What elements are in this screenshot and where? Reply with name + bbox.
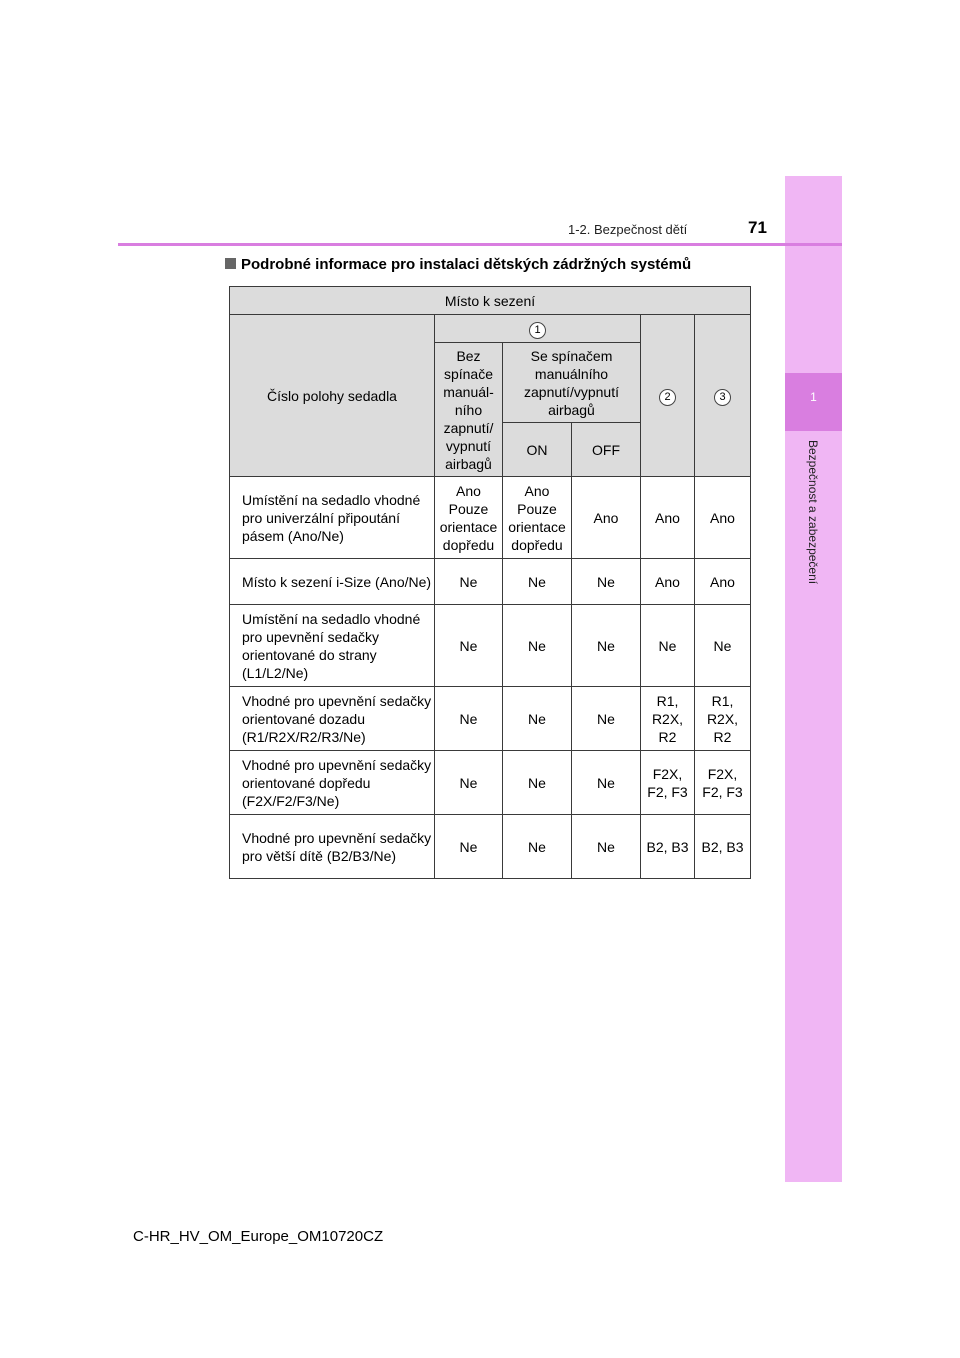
section-heading [225,256,691,273]
row-label: Místo k sezení i-Size (Ano/Ne) [230,559,435,605]
table-title: Místo k sezení [230,287,751,315]
cell: Ne [572,687,641,751]
table-row [230,559,751,605]
table-row [230,751,751,815]
cell: F2X, F2, F3 [695,751,751,815]
table-row [230,477,751,559]
circled-number-2: 2 [659,389,676,406]
cell: Ne [503,559,572,605]
cell: R1, R2X, R2 [641,687,695,751]
cell: Ne [503,605,572,687]
header-divider [118,243,842,246]
side-tab-number: 1 [810,390,817,404]
cell: Ano [695,559,751,605]
sub-header-on: ON [503,423,572,477]
cell: Ne [695,605,751,687]
cell: Ano Pouze orientace dopředu [435,477,503,559]
cell: Ne [572,559,641,605]
cell: B2, B3 [695,815,751,879]
cell: Ne [503,815,572,879]
cell: Ne [435,559,503,605]
table-row [230,687,751,751]
document-footer: C-HR_HV_OM_Europe_OM10720CZ [133,1228,384,1245]
cell: Ne [435,605,503,687]
sub-header-without-switch: Bez spínače manuál-ního zapnutí/ vypnutí airbagů [435,343,503,477]
cell: B2, B3 [641,815,695,879]
sub-header-off: OFF [572,423,641,477]
row-label: Vhodné pro upevnění sedačky orientované dozadu (R1/R2X/R2/R3/Ne) [230,687,435,751]
cell: Ano Pouze orientace dopředu [503,477,572,559]
table-row [230,815,751,879]
cell: Ne [503,687,572,751]
col-marker-2 [641,315,695,477]
cell: Ano [572,477,641,559]
col-marker-1 [435,315,641,343]
col-marker-3 [695,315,751,477]
cell: Ne [435,815,503,879]
cell: Ne [435,687,503,751]
cell: R1, R2X, R2 [695,687,751,751]
row-label: Umístění na sedadlo vhodné pro upevnění sedačky orientované do strany (L1/L2/Ne) [230,605,435,687]
row-label: Vhodné pro upevnění sedačky orientované dopředu (F2X/F2/F3/Ne) [230,751,435,815]
cell: Ne [572,605,641,687]
cell: Ano [695,477,751,559]
cell: F2X, F2, F3 [641,751,695,815]
square-bullet-icon [225,258,236,269]
row-label: Umístění na sedadlo vhodné pro univerzální připoutání pásem (Ano/Ne) [230,477,435,559]
cell: Ano [641,477,695,559]
circled-number-3: 3 [714,389,731,406]
cell: Ne [641,605,695,687]
section-header: 1-2. Bezpečnost dětí [568,222,688,237]
circled-number-1: 1 [529,322,546,339]
side-tab-label: Bezpečnost a zabezpečení [806,440,820,585]
cell: Ne [503,751,572,815]
child-restraint-table [229,286,751,879]
table-row [230,605,751,687]
cell: Ne [572,815,641,879]
row-label: Vhodné pro upevnění sedačky pro větší dítě (B2/B3/Ne) [230,815,435,879]
cell: Ano [641,559,695,605]
cell: Ne [435,751,503,815]
row-header-label: Číslo polohy sedadla [230,315,435,477]
cell: Ne [572,751,641,815]
page-number: 71 [748,218,767,237]
side-tab-strip [785,176,842,1182]
sub-header-with-switch: Se spínačem manuálního zapnutí/vypnutí airbagů [503,343,641,423]
heading-text: Podrobné informace pro instalaci dětských zádržných systémů [241,256,692,273]
